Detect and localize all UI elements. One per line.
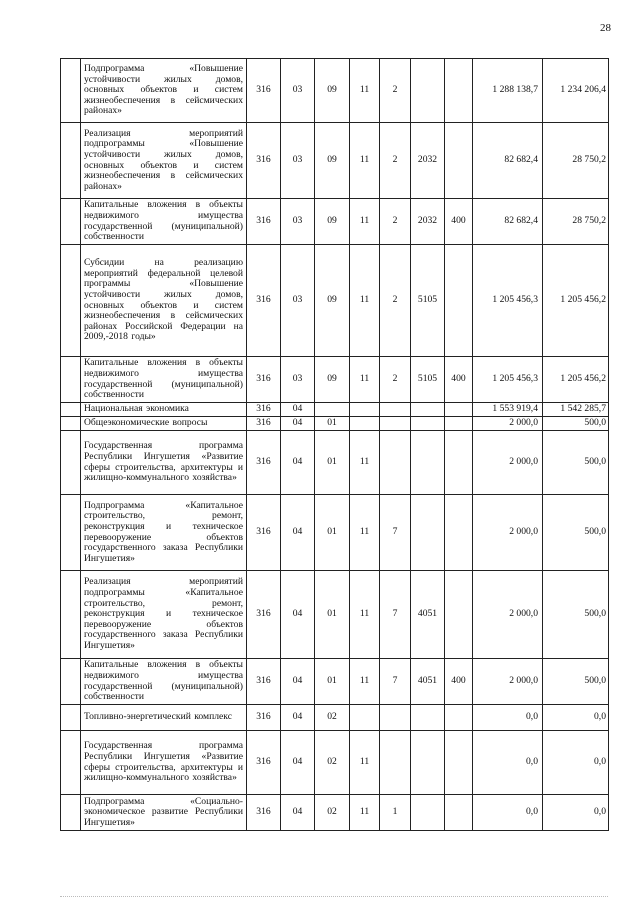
row-subprogram-code: 7 [380,571,411,659]
row-section-code: 03 [281,357,315,403]
table-body [61,59,609,831]
row-subsection-code: 01 [315,417,350,431]
row-amount-1: 0,0 [473,795,543,831]
row-amount-2: 28 750,2 [543,123,609,199]
bottom-scan-line [60,896,608,897]
row-subsection-code: 02 [315,795,350,831]
row-section-code: 03 [281,245,315,357]
row-section-code: 04 [281,659,315,705]
row-section-code: 03 [281,199,315,245]
row-expense-type [445,59,473,123]
row-expense-type: 400 [445,357,473,403]
row-amount-2: 500,0 [543,495,609,571]
row-section-code: 04 [281,731,315,795]
table-row [61,731,609,795]
row-blank-cell [61,59,81,123]
table-row [61,357,609,403]
row-ved-code: 316 [247,705,281,731]
row-name: Подпрограмма «Капитальное строительство, ремонт, реконструкция и техническое перевооружение объектов государственного заказа Республики Ингушетия» [81,495,247,571]
row-program-code [350,705,380,731]
row-blank-cell [61,795,81,831]
row-section-code: 04 [281,571,315,659]
row-blank-cell [61,659,81,705]
row-amount-2: 0,0 [543,705,609,731]
row-subprogram-code [380,705,411,731]
row-amount-2: 500,0 [543,659,609,705]
row-direction-code [411,495,445,571]
table-row [61,571,609,659]
row-subsection-code: 01 [315,571,350,659]
row-program-code: 11 [350,731,380,795]
row-subprogram-code: 2 [380,59,411,123]
row-amount-1: 0,0 [473,731,543,795]
row-direction-code [411,59,445,123]
row-section-code: 04 [281,403,315,417]
row-subprogram-code: 7 [380,659,411,705]
row-direction-code [411,431,445,495]
row-subprogram-code [380,731,411,795]
row-subsection-code: 09 [315,357,350,403]
row-program-code: 11 [350,571,380,659]
table-row [61,123,609,199]
row-amount-1: 2 000,0 [473,431,543,495]
row-subprogram-code: 2 [380,123,411,199]
row-amount-1: 2 000,0 [473,495,543,571]
row-expense-type [445,431,473,495]
row-amount-2: 1 542 285,7 [543,403,609,417]
row-expense-type [445,245,473,357]
row-amount-1: 2 000,0 [473,571,543,659]
row-amount-1: 1 288 138,7 [473,59,543,123]
row-amount-1: 1 205 456,3 [473,357,543,403]
row-amount-1: 82 682,4 [473,199,543,245]
budget-table [60,58,609,831]
row-direction-code: 5105 [411,357,445,403]
row-section-code: 04 [281,495,315,571]
row-subsection-code: 09 [315,123,350,199]
row-amount-2: 1 205 456,2 [543,357,609,403]
row-amount-2: 500,0 [543,417,609,431]
row-name: Топливно-энергетический комплекс [81,705,247,731]
row-blank-cell [61,571,81,659]
row-expense-type: 400 [445,659,473,705]
row-subsection-code: 02 [315,705,350,731]
row-ved-code: 316 [247,403,281,417]
row-blank-cell [61,403,81,417]
row-subprogram-code: 2 [380,245,411,357]
row-program-code: 11 [350,357,380,403]
row-ved-code: 316 [247,417,281,431]
row-amount-1: 2 000,0 [473,417,543,431]
row-amount-2: 28 750,2 [543,199,609,245]
row-name: Подпрограмма «Повышение устойчивости жилых домов, основных объектов и систем жизнеобеспечения в сейсмических районах» [81,59,247,123]
table-row [61,199,609,245]
row-amount-2: 1 234 206,4 [543,59,609,123]
row-subsection-code: 09 [315,199,350,245]
row-blank-cell [61,417,81,431]
row-direction-code [411,705,445,731]
row-name: Государственная программа Республики Ингушетия «Развитие сферы строительства, архитектуры и жилищно-коммунального хозяйства» [81,731,247,795]
row-program-code: 11 [350,199,380,245]
row-blank-cell [61,431,81,495]
row-blank-cell [61,495,81,571]
row-ved-code: 316 [247,59,281,123]
row-direction-code: 2032 [411,199,445,245]
table-row [61,795,609,831]
row-section-code: 03 [281,123,315,199]
row-ved-code: 316 [247,245,281,357]
row-direction-code [411,403,445,417]
page-number: 28 [600,22,611,34]
row-program-code: 11 [350,59,380,123]
table-row [61,659,609,705]
row-ved-code: 316 [247,495,281,571]
row-section-code: 04 [281,795,315,831]
row-amount-1: 82 682,4 [473,123,543,199]
row-name: Реализация мероприятий подпрограммы «Капитальное строительство, ремонт, реконструкция и техническое перевооружение объектов государственного заказа Республики Ингушетия» [81,571,247,659]
row-expense-type: 400 [445,199,473,245]
table-row [61,431,609,495]
row-direction-code: 5105 [411,245,445,357]
row-name: Реализация мероприятий подпрограммы «Повышение устойчивости жилых домов, основных объектов и систем жизнеобеспечения в сейсмических районах» [81,123,247,199]
row-name: Субсидии на реализацию мероприятий федеральной целевой программы «Повышение устойчивости жилых домов, основных объектов и систем жизнеобеспечения в сейсмических районах Российской Федерации на 2009,-2018 годы» [81,245,247,357]
row-subsection-code: 01 [315,659,350,705]
row-expense-type [445,403,473,417]
row-expense-type [445,731,473,795]
row-name: Подпрограмма «Социально-экономическое развитие Республики Ингушетия» [81,795,247,831]
row-subprogram-code: 2 [380,199,411,245]
row-ved-code: 316 [247,123,281,199]
row-subsection-code: 09 [315,245,350,357]
row-name: Капитальные вложения в объекты недвижимого имущества государственной (муниципальной) собственности [81,659,247,705]
row-blank-cell [61,199,81,245]
row-subprogram-code [380,417,411,431]
row-subprogram-code: 2 [380,357,411,403]
row-program-code: 11 [350,245,380,357]
row-program-code: 11 [350,495,380,571]
row-direction-code: 2032 [411,123,445,199]
row-direction-code: 4051 [411,571,445,659]
row-expense-type [445,123,473,199]
row-program-code: 11 [350,659,380,705]
table-row [61,245,609,357]
row-subsection-code: 02 [315,731,350,795]
table-row [61,495,609,571]
row-ved-code: 316 [247,357,281,403]
row-name: Национальная экономика [81,403,247,417]
row-section-code: 04 [281,431,315,495]
row-name: Общеэкономические вопросы [81,417,247,431]
row-blank-cell [61,357,81,403]
row-direction-code [411,417,445,431]
row-amount-2: 1 205 456,2 [543,245,609,357]
row-expense-type [445,571,473,659]
row-subprogram-code [380,403,411,417]
row-ved-code: 316 [247,199,281,245]
row-amount-2: 500,0 [543,431,609,495]
table-row [61,705,609,731]
row-ved-code: 316 [247,795,281,831]
row-program-code: 11 [350,795,380,831]
row-expense-type [445,705,473,731]
row-amount-2: 500,0 [543,571,609,659]
row-subsection-code: 01 [315,431,350,495]
row-section-code: 04 [281,705,315,731]
table-row [61,417,609,431]
row-ved-code: 316 [247,659,281,705]
row-direction-code [411,731,445,795]
row-amount-1: 2 000,0 [473,659,543,705]
row-section-code: 04 [281,417,315,431]
row-subprogram-code: 7 [380,495,411,571]
row-name: Капитальные вложения в объекты недвижимого имущества государственной (муниципальной) собственности [81,199,247,245]
row-ved-code: 316 [247,571,281,659]
row-name: Капитальные вложения в объекты недвижимого имущества государственной (муниципальной) собственности [81,357,247,403]
row-subprogram-code [380,431,411,495]
row-expense-type [445,795,473,831]
row-blank-cell [61,705,81,731]
row-amount-2: 0,0 [543,731,609,795]
row-program-code [350,417,380,431]
row-blank-cell [61,731,81,795]
row-blank-cell [61,123,81,199]
row-ved-code: 316 [247,431,281,495]
row-expense-type [445,495,473,571]
row-blank-cell [61,245,81,357]
row-amount-1: 0,0 [473,705,543,731]
table-row [61,59,609,123]
row-amount-1: 1 205 456,3 [473,245,543,357]
table-row [61,403,609,417]
row-expense-type [445,417,473,431]
row-amount-1: 1 553 919,4 [473,403,543,417]
row-program-code: 11 [350,431,380,495]
row-section-code: 03 [281,59,315,123]
row-ved-code: 316 [247,731,281,795]
row-direction-code: 4051 [411,659,445,705]
row-subprogram-code: 1 [380,795,411,831]
row-name: Государственная программа Республики Ингушетия «Развитие сферы строительства, архитектуры и жилищно-коммунального хозяйства» [81,431,247,495]
row-program-code [350,403,380,417]
row-subsection-code [315,403,350,417]
row-program-code: 11 [350,123,380,199]
row-subsection-code: 01 [315,495,350,571]
row-direction-code [411,795,445,831]
row-subsection-code: 09 [315,59,350,123]
row-amount-2: 0,0 [543,795,609,831]
